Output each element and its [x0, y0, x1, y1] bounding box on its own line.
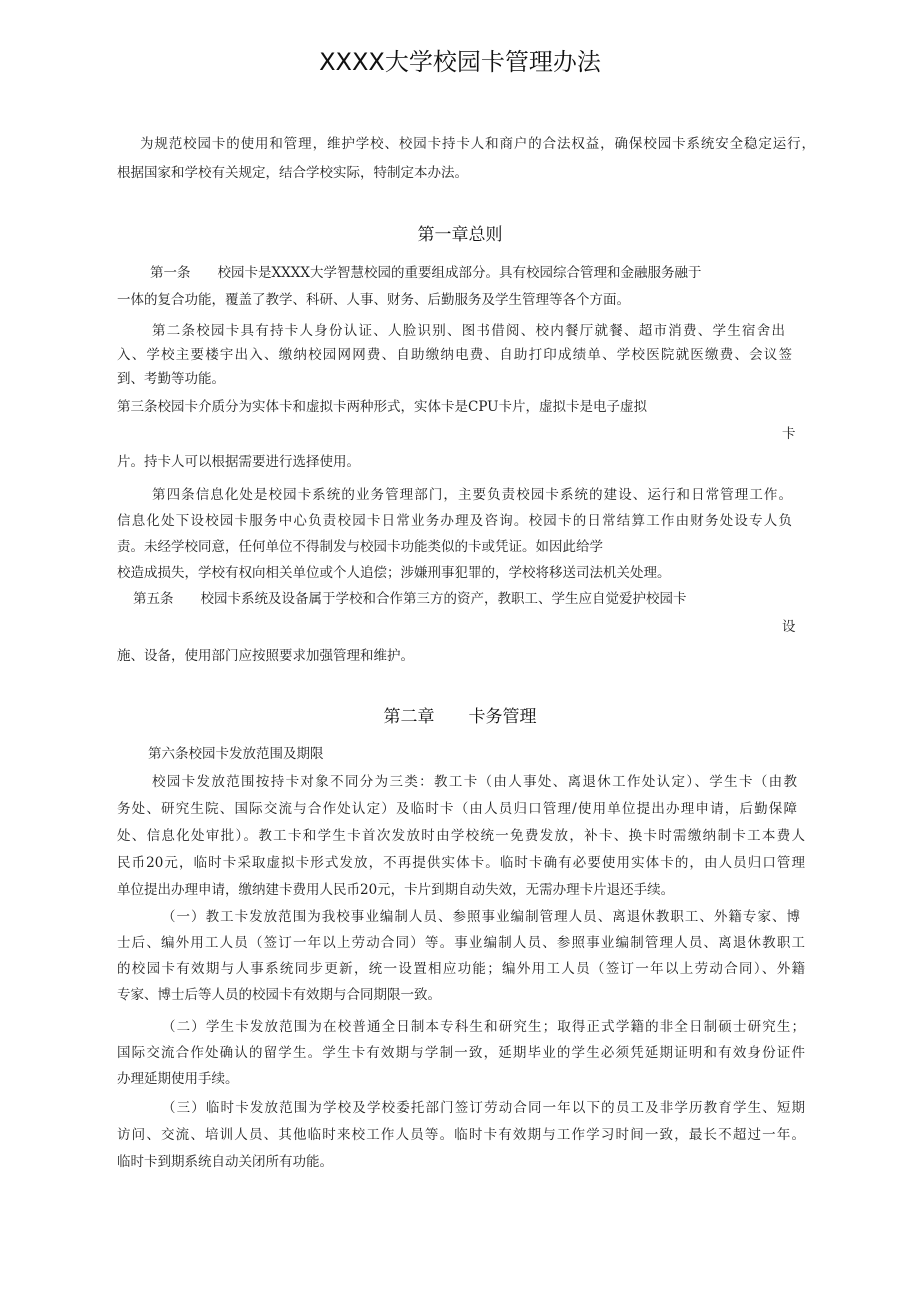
article-line: 校造成损失，学校有权向相关单位或个人追偿；涉嫌刑事犯罪的，学校将移送司法机关处理。: [117, 565, 671, 581]
article-line: 专家、博士后等人员的校园卡有效期与合同期限一致。: [117, 987, 441, 1003]
article-line: 设: [782, 619, 796, 635]
preamble-line: 根据国家和学校有关规定，结合学校实际，特制定本办法。: [117, 165, 468, 181]
article-line: 片。持卡人可以根据需要进行选择使用。: [117, 454, 360, 470]
article-line: 施、设备，使用部门应按照要求加强管理和维护。: [117, 648, 414, 664]
article-line: 临时卡到期系统自动关闭所有功能。: [117, 1154, 333, 1170]
article-line: 校园卡发放范围按持卡对象不同分为三类：教工卡（由人事处、离退休工作处认定）、学生卡（由教: [152, 774, 797, 790]
article-line: 处、信息化处审批）。教工卡和学生卡首次发放时由学校统一免费发放，补卡、换卡时需缴纳制卡工本费人: [117, 828, 805, 844]
article-line: 国际交流合作处确认的留学生。学生卡有效期与学制一致，延期毕业的学生必须凭延期证明和有效身份证件: [117, 1045, 805, 1061]
article-line: 第六条校园卡发放范围及期限: [148, 746, 324, 762]
article-line: 的校园卡有效期与人事系统同步更新，统一设置相应功能；编外用工人员（签订一年以上劳动合同）、外籍: [117, 961, 805, 977]
article-line: 第二条校园卡具有持卡人身份认证、人脸识别、图书借阅、校内餐厅就餐、超市消费、学生宿舍出: [152, 323, 785, 339]
article-line: （一）教工卡发放范围为我校事业编制人员、参照事业编制管理人员、离退休教职工、外籍专家、博: [162, 909, 800, 925]
article-line: 访问、交流、培训人员、其他临时来校工作人员等。临时卡有效期与工作学习时间一致，最长不超过一年。: [117, 1127, 805, 1143]
article-line: （三）临时卡发放范围为学校及学校委托部门签订劳动合同一年以下的员工及非学历教育学生、短期: [162, 1100, 805, 1116]
article-line: （二）学生卡发放范围为在校普通全日制本专科生和研究生；取得正式学籍的非全日制硕士研究生；: [162, 1019, 805, 1035]
article-line: 卡: [782, 426, 796, 442]
article-line: 办理延期使用手续。: [117, 1071, 239, 1087]
article-line: 第三条校园卡介质分为实体卡和虚拟卡两种形式，实体卡是CPU卡片，虚拟卡是电子虚拟: [117, 399, 648, 415]
article-line: 责。未经学校同意，任何单位不得制发与校园卡功能类似的卡或凭证。如因此给学: [117, 539, 603, 555]
article-line: 士后、编外用工人员（签订一年以上劳动合同）等。事业编制人员、参照事业编制管理人员、离退休教职工: [117, 935, 805, 951]
article-line: 信息化处下设校园卡服务中心负责校园卡日常业务办理及咨询。校园卡的日常结算工作由财务处设专人负: [117, 513, 792, 529]
article-line: 第一条 校园卡是XXXX大学智慧校园的重要组成部分。具有校园综合管理和金融服务融于: [150, 265, 702, 281]
article-line: 单位提出办理申请，缴纳建卡费用人民币20元，卡片到期自动失效，无需办理卡片退还手续。: [117, 882, 675, 898]
article-line: 民币20元，临时卡采取虚拟卡形式发放，不再提供实体卡。临时卡确有必要使用实体卡的，由人员归口管理: [117, 855, 805, 871]
document-title: XXXX大学校园卡管理办法: [319, 48, 601, 76]
article-line: 第四条信息化处是校园卡系统的业务管理部门，主要负责校园卡系统的建设、运行和日常管理工作。: [152, 487, 792, 503]
article-line: 务处、研究生院、国际交流与合作处认定）及临时卡（由人员归口管理/使用单位提出办理申请，后勤保障: [117, 801, 797, 817]
article-line: 入、学校主要楼宇出入、缴纳校园网网费、自助缴纳电费、自助打印成绩单、学校医院就医缴费、会议签: [117, 347, 792, 363]
article-line: 一体的复合功能，覆盖了教学、科研、人事、财务、后勤服务及学生管理等各个方面。: [117, 292, 630, 308]
chapter-2-heading: 第二章 卡务管理: [383, 707, 537, 727]
preamble-line: 为规范校园卡的使用和管理，维护学校、校园卡持卡人和商户的合法权益，确保校园卡系统安全稳定运行，: [140, 136, 815, 152]
chapter-1-heading: 第一章总则: [417, 225, 503, 245]
article-line: 到、考勤等功能。: [117, 371, 225, 387]
article-line: 第五条 校园卡系统及设备属于学校和合作第三方的资产，教职工、学生应自觉爱护校园卡: [133, 591, 687, 607]
